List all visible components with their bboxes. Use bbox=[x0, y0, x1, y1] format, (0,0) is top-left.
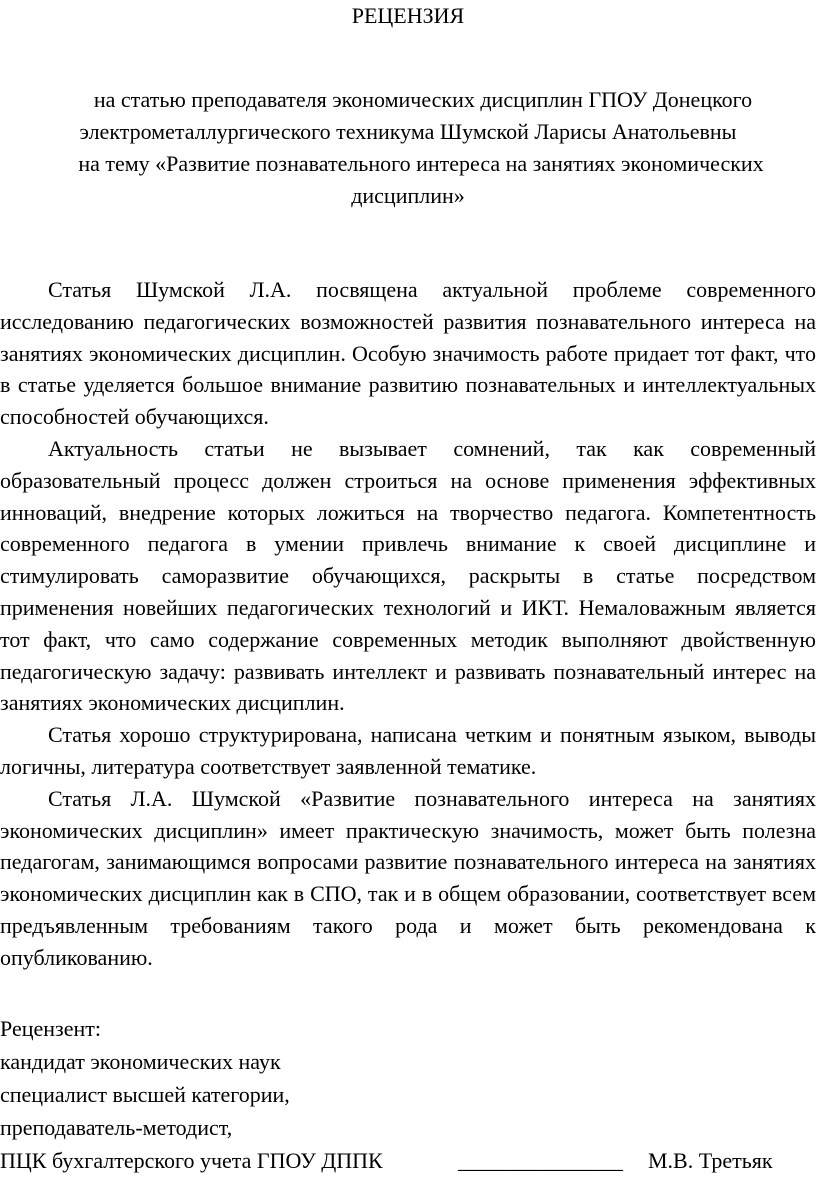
reviewer-heading: Рецензент: bbox=[0, 1016, 101, 1041]
body-paragraph: Актуальность статьи не вызывает сомнений, так как современный образовательный процесс должен строиться на основе применения эффективных инноваций, внедрение которых ложиться на творчество педагога. Компетентность современного педагога в умении привлечь внимание к своей дисциплине и стимулировать саморазвитие обучающихся, раскрыты в статье посредством применения новейших педагогических технологий и ИКТ. Немаловажным является тот факт, что само содержание современных методик выполняют двойственную педагогическую задачу: развивать интеллект и развивать познавательный интерес на занятиях экономических дисциплин. bbox=[0, 435, 816, 716]
reviewer-line: специалист высшей категории, bbox=[0, 1082, 290, 1107]
subtitle-line: на статью преподавателя экономических дисциплин ГПОУ Донецкого bbox=[93, 87, 753, 112]
body-paragraph: Статья Шумской Л.А. посвящена актуальной проблеме современного исследованию педагогических возможностей развития познавательного интереса на занятиях экономических дисциплин. Особую значимость работе придает тот факт, что в статье уделяется большое внимание развитию познавательных и интеллектуальных способностей обучающихся. bbox=[0, 277, 816, 430]
reviewer-block bbox=[0, 1012, 816, 1177]
reviewer-organization: ПЦК бухгалтерского учета ГПОУ ДППК bbox=[0, 1148, 383, 1173]
reviewer-line: кандидат экономических наук bbox=[0, 1049, 281, 1074]
signature-row bbox=[0, 1144, 816, 1177]
reviewer-name: М.В. Третьяк bbox=[648, 1148, 773, 1173]
document-subtitle bbox=[0, 84, 816, 212]
review-body bbox=[0, 274, 816, 974]
signature-line: _______________ bbox=[458, 1148, 623, 1173]
document-title: РЕЦЕНЗИЯ bbox=[351, 3, 465, 28]
subtitle-line: на тему «Развитие познавательного интереса на занятиях экономических bbox=[78, 151, 764, 176]
reviewer-line: преподаватель-методист, bbox=[0, 1115, 233, 1140]
body-paragraph: Статья Л.А. Шумской «Развитие познавательного интереса на занятиях экономических дисциплин» имеет практическую значимость, может быть полезна педагогам, занимающимся вопросами развитие познавательного интереса на занятиях экономических дисциплин как в СПО, так и в общем образовании, соответствует всем предъявленным требованиям такого рода и может быть рекомендована к опубликованию. bbox=[0, 785, 816, 970]
subtitle-line: электрометаллургического техникума Шумской Ларисы Анатольевны bbox=[79, 119, 737, 144]
body-paragraph: Статья хорошо структурирована, написана четким и понятным языком, выводы логичны, литература соответствует заявленной тематике. bbox=[0, 722, 816, 779]
subtitle-line: дисциплин» bbox=[351, 183, 465, 208]
